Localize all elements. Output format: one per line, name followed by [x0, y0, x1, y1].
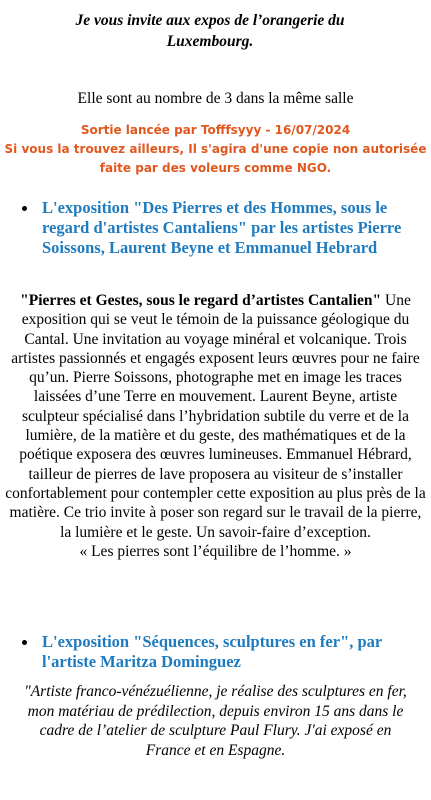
bullet-icon [22, 206, 27, 211]
release-notice [0, 121, 431, 178]
bullet-icon [22, 640, 27, 645]
copyright-warning: Si vous la trouvez ailleurs, Il s'agira d'une copie non autorisée faite par des voleurs comme NGO. [4, 142, 427, 175]
exposition-heading-text: L'exposition "Séquences, sculptures en fer", par l'artiste Maritza Dominguez [42, 632, 382, 671]
intro-text: Elle sont au nombre de 3 dans la même salle [77, 90, 354, 107]
artist-quote: "Artiste franco-vénézuélienne, je réalise des sculptures en fer, mon matériau de prédilection, depuis environ 15 ans dans le cadre de l’atelier de sculpture Paul Flury. J'ai exposé en France et en Espagne. [24, 683, 407, 759]
description-lead: "Pierres et Gestes, sous le regard d’artistes Cantalien" [20, 292, 382, 309]
exposition-heading-text: L'exposition "Des Pierres et des Hommes, sous le regard d'artistes Cantaliens" par les artistes Pierre Soissons, Laurent Beyne et Emmanuel Hebrard [42, 198, 402, 257]
description-closing-quote: « Les pierres sont l’équilibre de l’homme. » [79, 542, 352, 560]
exposition-heading-sequences [22, 632, 426, 672]
exposition-description [4, 291, 427, 561]
page-title: Je vous invite aux expos de l’orangerie du Luxembourg. [75, 12, 345, 50]
release-notice-line: Sortie lancée par Tofffsyyy - 16/07/2024 [80, 123, 351, 137]
exposition-heading-pierres [22, 198, 426, 258]
description-body: Une exposition qui se veut le témoin de la puissance géologique du Cantal. Une invitation au voyage minéral et volcanique. Trois artistes passionnés et engagés exposent leurs œuvres pour ne faire qu’un. Pierre Soissons, photographe met en image les traces laissées d’une Terre en mouvement. Laurent Beyne, artiste sculpteur spécialisé dans l’hybridation subtile du verre et de la lumière, de la matière et du geste, des mathématiques et de la poétique exposera des œuvres lumineuses. Emmanuel Hébrard, tailleur de pierres de lave proposera au visiteur de s’installer confortablement pour contempler cette exposition au plus près de la matière. Ce trio invite à poser son regard sur le travail de la pierre, la lumière et le geste. Un savoir-faire d’exception. [5, 292, 426, 541]
